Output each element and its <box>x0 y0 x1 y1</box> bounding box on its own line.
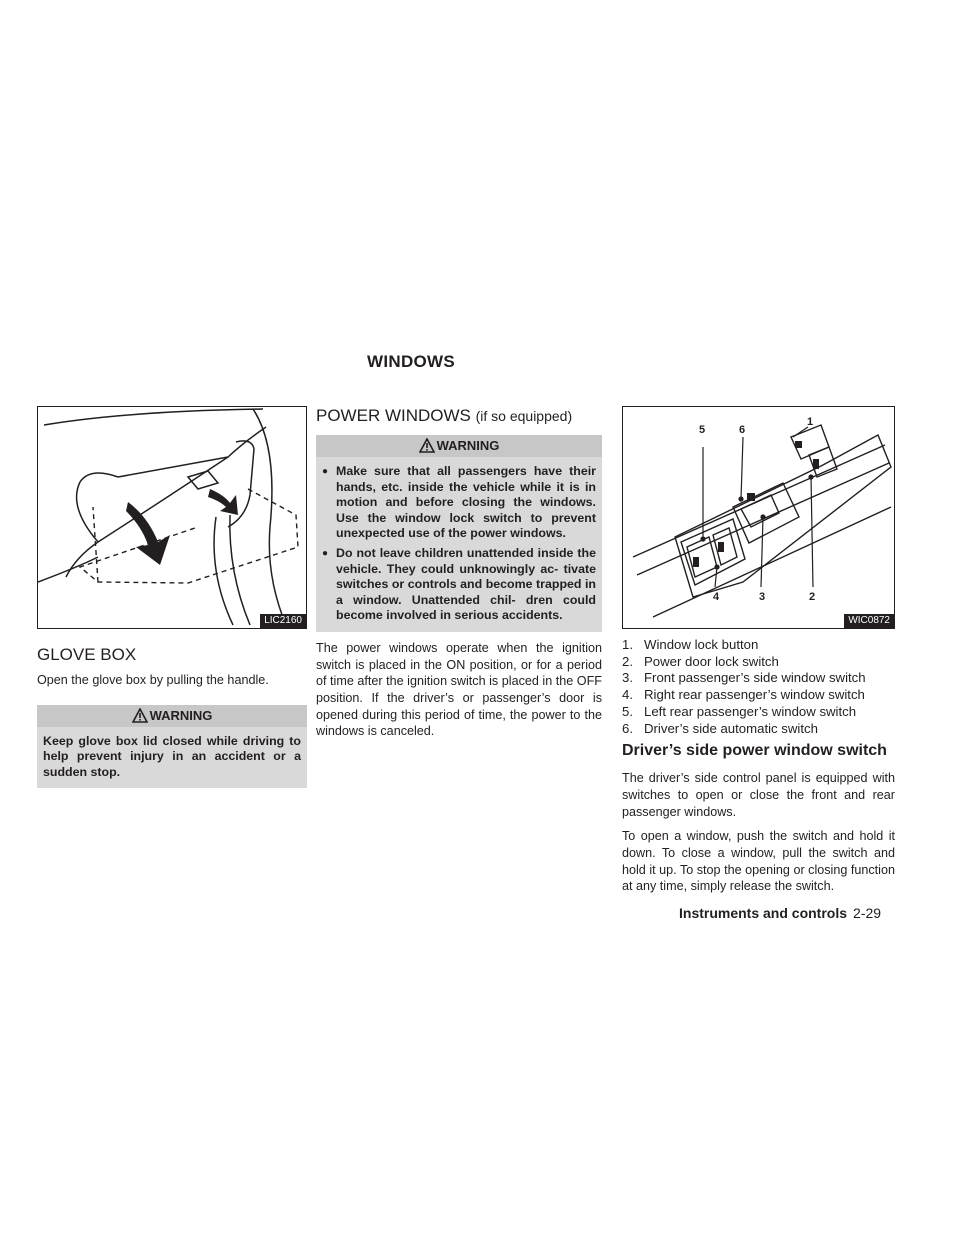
switch-subheading: Driver’s side power window switch <box>622 742 887 760</box>
switch-legend <box>622 637 895 737</box>
warning-item-text: Make sure that all passengers have their hands, etc. inside the vehicle while it is in motion and before closing the windows. Use the window lock switch to prevent unexpected use of the power windows. <box>336 464 596 541</box>
legend-item: 4. Right rear passenger’s window switch <box>622 687 865 703</box>
warning-header <box>316 435 602 457</box>
legend-item: 5. Left rear passenger’s window switch <box>622 703 857 719</box>
figure-code: LIC2160 <box>260 614 306 628</box>
glove-box-intro: Open the glove box by pulling the handle. <box>37 673 269 687</box>
figure-code: WIC0872 <box>844 614 894 628</box>
legend-item: 6. Driver’s side automatic switch <box>622 720 818 736</box>
glove-box-heading: GLOVE BOX <box>37 645 137 664</box>
warning-item <box>322 464 596 542</box>
glove-box-figure <box>37 406 307 629</box>
warning-label: WARNING <box>149 707 213 723</box>
power-windows-warning <box>316 435 602 632</box>
warning-icon <box>132 708 148 723</box>
bullet-icon: ● <box>322 466 329 477</box>
warning-header <box>37 705 307 727</box>
warning-item-text: Do not leave children unattended inside the vehicle. They could unknowingly ac- tivate switches or controls and become trapped in a window. Unattended chil- dren could become involved in serious accidents. <box>336 545 596 623</box>
switch-panel-illustration <box>623 407 894 628</box>
glove-box-illustration <box>38 407 306 628</box>
bullet-icon: ● <box>322 547 329 559</box>
heading-sub: (if so equipped) <box>475 408 573 424</box>
warning-text: Keep glove box lid closed while driving to help prevent injury in an accident or a sudden stop. <box>43 733 301 779</box>
warning-item <box>322 546 596 624</box>
callout-6: 6 <box>739 424 746 436</box>
callout-2: 2 <box>809 591 816 603</box>
page-number: 2-29 <box>853 905 882 921</box>
section-title: WINDOWS <box>367 352 456 371</box>
legend-item: 3. Front passenger’s side window switch <box>622 670 866 686</box>
callout-3: 3 <box>759 591 766 603</box>
warning-list <box>316 457 602 632</box>
switch-para-2: To open a window, push the switch and hold it down. To close a window, pull the switch and hold it up. To stop the opening or closing function at any time, simply release the switch. <box>622 829 895 894</box>
callout-5: 5 <box>699 424 706 436</box>
heading-main: POWER WINDOWS <box>316 406 476 425</box>
footer-section: Instruments and controls <box>679 905 848 921</box>
glove-box-column <box>37 406 307 788</box>
power-windows-heading <box>316 406 602 426</box>
legend-item: 2. Power door lock switch <box>622 653 779 669</box>
warning-label: WARNING <box>436 438 500 453</box>
power-windows-body: The power windows operate when the ignition switch is placed in the ON position, or for a period of time after the ignition switch is placed in the OFF position. If the driver’s or passenger’s door is opened during this period of time, the power to the windows is canceled. <box>316 640 602 739</box>
glove-box-warning <box>37 705 307 789</box>
callout-4: 4 <box>713 591 720 603</box>
warning-icon <box>419 438 435 453</box>
switch-panel-column <box>622 406 895 895</box>
callout-1: 1 <box>807 416 814 428</box>
power-windows-column <box>316 406 602 740</box>
switch-panel-figure <box>622 406 895 629</box>
switch-para-1: The driver’s side control panel is equipped with switches to open or close the front and rear passenger windows. <box>622 771 895 819</box>
page-footer <box>679 905 881 921</box>
legend-item: 1. Window lock button <box>622 637 759 652</box>
